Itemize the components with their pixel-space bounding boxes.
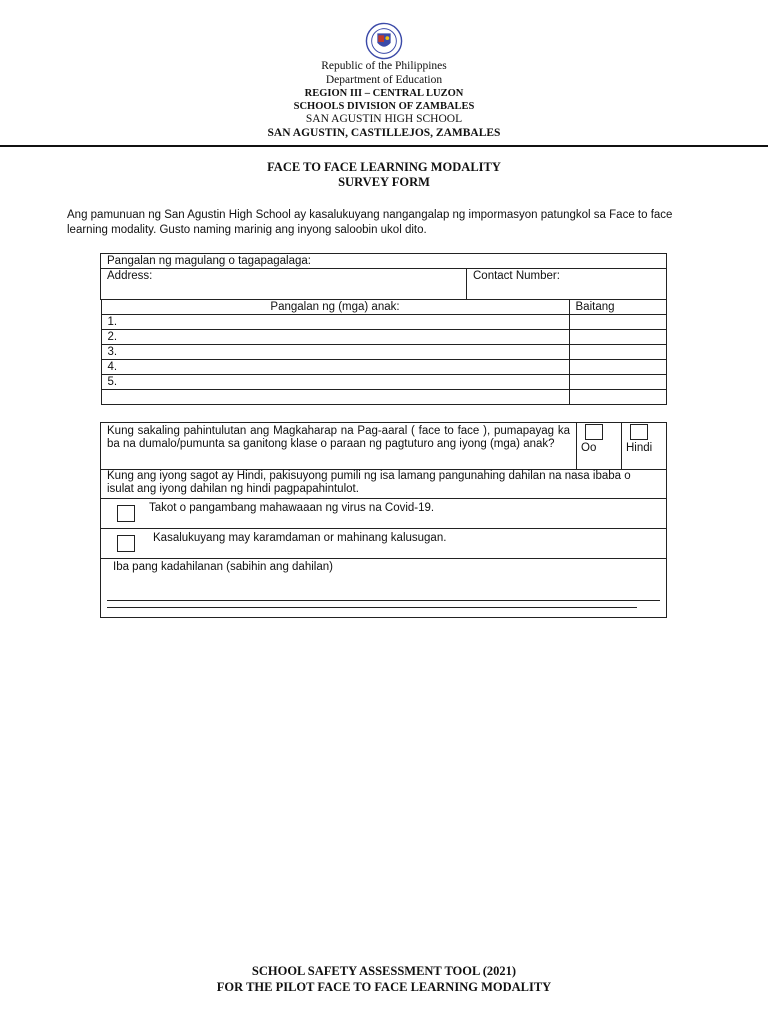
table-row [101, 345, 666, 360]
header-division: SCHOOLS DIVISION OF ZAMBALES [293, 101, 475, 112]
form-title-line1: FACE TO FACE LEARNING MODALITY [267, 160, 501, 174]
grade-cell-4[interactable] [569, 360, 666, 375]
header-divider [0, 145, 768, 147]
other-reason-label: Iba pang kadahilanan (sabihin ang dahilan) [113, 561, 333, 573]
letterhead [0, 22, 768, 140]
table-row [101, 390, 666, 405]
child-name-cell-3[interactable]: 3. [101, 345, 569, 360]
reason-label-2: Kasalukuyang may karamdaman or mahinang kalusugan. [153, 532, 447, 544]
address-field[interactable] [101, 269, 467, 300]
deped-seal-icon [365, 22, 403, 60]
yes-option[interactable] [577, 423, 622, 470]
intro-paragraph: Ang pamunuan ng San Agustin High School ay kasalukuyang nangangalap ng impormasyon patungkol sa Face to face learning modality. Gusto naming marinig ang inyong saloobin ukol dito. [67, 209, 673, 236]
footer-line2: FOR THE PILOT FACE TO FACE LEARNING MODALITY [216, 980, 552, 994]
grade-cell-1[interactable] [569, 315, 666, 330]
header-address: SAN AGUSTIN, CASTILLEJOS, ZAMBALES [267, 126, 501, 139]
reason-option-1[interactable] [101, 499, 667, 529]
grade-cell-6[interactable] [569, 390, 666, 405]
form-title-line2: SURVEY FORM [338, 175, 430, 189]
child-name-cell-2[interactable]: 2. [101, 330, 569, 345]
footer-line1: SCHOOL SAFETY ASSESSMENT TOOL (2021) [251, 964, 517, 978]
child-name-cell-5[interactable]: 5. [101, 375, 569, 390]
header-department: Department of Education [325, 73, 443, 86]
footer [0, 963, 768, 995]
consent-question: Kung sakaling pahintulutan ang Magkaharap na Pag-aaral ( face to face ), pumapayag ka ba na dumalo/pumunta sa ganitong klase o paraan ng pagtuturo ang iyong (mga) anak? [101, 423, 577, 470]
checkbox-icon[interactable] [630, 424, 648, 440]
form-title [0, 160, 768, 190]
grade-cell-2[interactable] [569, 330, 666, 345]
no-option[interactable] [622, 423, 667, 470]
answer-line-1[interactable] [107, 586, 660, 601]
contact-number-field[interactable] [467, 269, 667, 300]
reason-option-2[interactable] [101, 529, 667, 559]
child-name-cell-6[interactable] [101, 390, 569, 405]
child-name-cell-1[interactable]: 1. [101, 315, 569, 330]
no-label: Hindi [626, 442, 653, 454]
header-republic: Republic of the Philippines [321, 60, 447, 72]
grade-cell-5[interactable] [569, 375, 666, 390]
followup-instruction: Kung ang iyong sagot ay Hindi, pakisuyong pumili ng isa lamang pangunahing dahilan na nasa ibaba o isulat ang iyong dahilan ng hindi pagpapahintulot. [101, 470, 667, 499]
survey-table [100, 422, 667, 618]
table-row [101, 375, 666, 390]
table-row [101, 360, 666, 375]
address-label: Address: [107, 270, 153, 282]
contact-number-label: Contact Number: [473, 270, 560, 282]
reason-label-1: Takot o pangambang mahawaaan ng virus na Covid-19. [149, 502, 435, 514]
grade-cell-3[interactable] [569, 345, 666, 360]
parent-name-field[interactable] [101, 254, 667, 269]
grade-header: Baitang [569, 300, 666, 315]
checkbox-icon[interactable] [585, 424, 603, 440]
parent-name-label: Pangalan ng magulang o tagapagalaga: [107, 255, 311, 267]
table-row [101, 315, 666, 330]
header-region: REGION III – CENTRAL LUZON [304, 88, 464, 99]
yes-label: Oo [581, 442, 597, 454]
parent-info-table [100, 253, 667, 405]
children-header: Pangalan ng (mga) anak: [101, 300, 569, 315]
other-reason-field[interactable] [101, 559, 667, 618]
children-table [101, 300, 667, 405]
header-school: SAN AGUSTIN HIGH SCHOOL [305, 113, 463, 125]
answer-line-2[interactable] [107, 601, 637, 608]
checkbox-icon[interactable] [117, 505, 135, 522]
checkbox-icon[interactable] [117, 535, 135, 552]
table-row [101, 330, 666, 345]
child-name-cell-4[interactable]: 4. [101, 360, 569, 375]
